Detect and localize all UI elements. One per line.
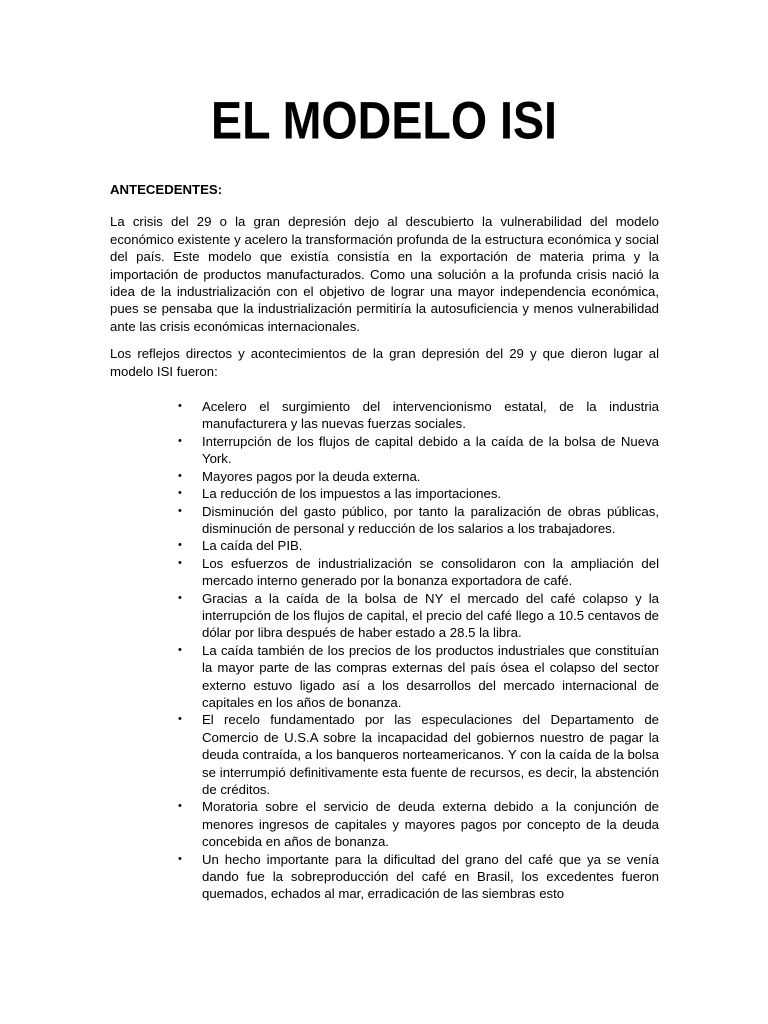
list-item-text: La reducción de los impuestos a las importaciones. [202,486,502,502]
list-item [178,555,659,590]
bullet-icon: • [178,539,182,552]
list-item [178,711,659,798]
list-item [178,851,659,903]
title-svg [0,82,768,152]
list-item [178,485,659,502]
bullet-icon: • [178,487,182,500]
bullet-icon: • [178,556,182,569]
list-item-text: La caída también de los precios de los productos industriales que constituían la mayor parte de las compras externas del país ósea el colapso del sector externo estuvo ligado así a los desarrollos del mercado internacional de capitales en los años de bonanza. [202,642,659,710]
bullet-icon: • [178,400,182,413]
list-item [178,468,659,485]
list-item-text: Moratoria sobre el servicio de deuda externa debido a la conjunción de menores ingresos de capitales y mayores pagos por concepto de la deuda concebida en años de bonanza. [202,799,659,850]
bullet-icon: • [178,591,182,604]
document-body [110,181,659,903]
list-item [178,503,659,538]
list-item-text: Los esfuerzos de industrialización se consolidaron con la ampliación del mercado interno generado por la bonanza exportadora de café. [202,555,659,589]
list-item [178,433,659,468]
list-item-text: El recelo fundamentado por las especulaciones del Departamento de Comercio de U.S.A sobre la incapacidad del gobiernos nuestro de pagar la deuda contraída, a los banqueros norteamericanos. Y con la caída de la bolsa se interrumpió definitivamente esta fuente de recursos, es decir, la abstención de créditos. [202,712,659,797]
list-item-text: Acelero el surgimiento del intervencionismo estatal, de la industria manufacturera y las nuevas fuerzas sociales. [202,399,659,432]
list-item [178,398,659,433]
bullet-icon: • [178,852,182,865]
list-item [178,642,659,712]
list-item-text: La caída del PIB. [202,538,303,554]
list-item-text: Gracias a la caída de la bolsa de NY el mercado del café colapso y la interrupción de los flujos de capital, el precio del café llego a 10.5 centavos de dólar por libra después de haber estado a 28.5 la libra. [202,590,659,641]
bullet-icon: • [178,713,182,726]
lead-in-paragraph: Los reflejos directos y acontecimientos de la gran depresión del 29 y que dieron lugar al modelo ISI fueron: [110,346,659,379]
bullet-icon: • [178,800,182,813]
intro-paragraph: La crisis del 29 o la gran depresión dejo al descubierto la vulnerabilidad del modelo económico existente y acelero la transformación profunda de la estructura económica y social del país. Este modelo que existía consistía en la exportación de materia prima y la importación de productos manufacturados. Como una solución a la profunda crisis nació la idea de la industrialización con el objetivo de lograr una mayor independencia económica, pues se pensaba que la industrialización permitiría la autosuficiencia y menos vulnerabilidad ante las crisis económicas internacionales. [110,214,659,334]
list-item-text: Un hecho importante para la dificultad del grano del café que ya se venía dando fue la sobreproducción del café en Brasil, los excedentes fueron quemados, echados al mar, erradicación de las siembras esto [202,851,659,902]
page-title: EL MODELO ISI [210,91,557,150]
list-item [178,590,659,642]
list-item-text: Mayores pagos por la deuda externa. [202,468,421,484]
list-item-text: Interrupción de los flujos de capital debido a la caída de la bolsa de Nueva York. [202,433,659,467]
title-wordart [0,82,768,152]
section-heading: ANTECEDENTES: [110,182,223,197]
bullet-list [110,398,659,903]
bullet-icon: • [178,643,182,656]
list-item [178,537,659,554]
bullet-icon: • [178,504,182,517]
list-item-text: Disminución del gasto público, por tanto la paralización de obras públicas, disminución de personal y reducción de los salarios a los trabajadores. [202,503,659,536]
bullet-icon: • [178,469,182,482]
list-item [178,798,659,850]
bullet-icon: • [178,434,182,447]
